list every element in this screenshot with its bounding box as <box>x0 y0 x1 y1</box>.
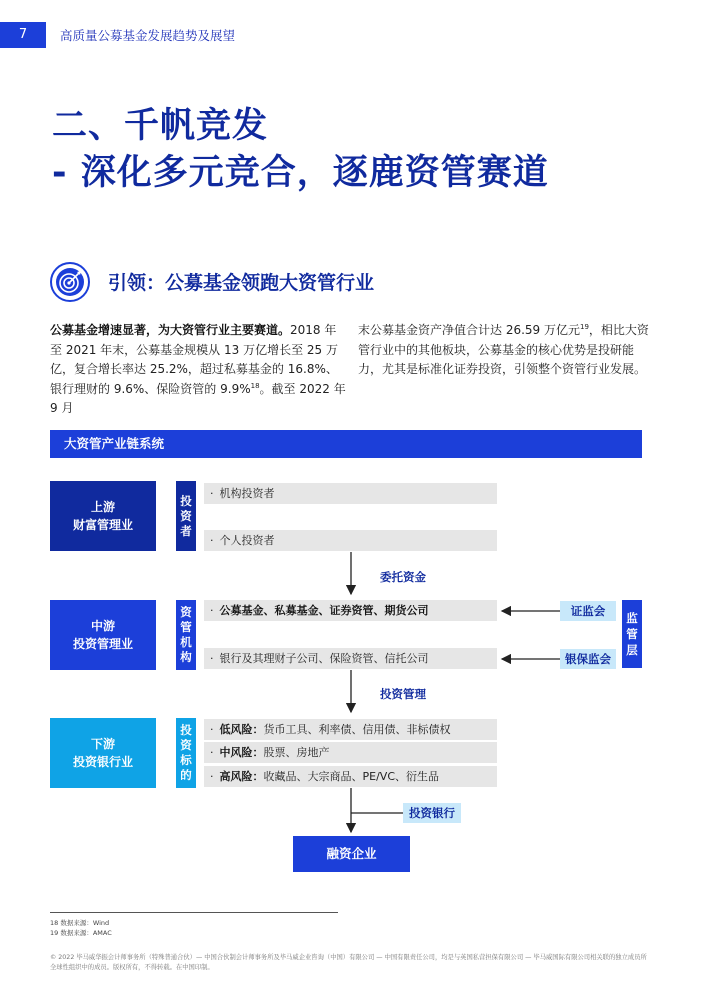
vert-char: 投 <box>180 723 192 737</box>
vert-char: 构 <box>180 650 192 664</box>
upstream-item <box>204 530 497 551</box>
downstream-box <box>50 718 156 788</box>
section-title: 引领：公募基金领跑大资管行业 <box>108 272 375 294</box>
midstream-box <box>50 600 156 670</box>
footnote-19: 19 数据来源：AMAC <box>50 929 112 937</box>
footnote-ref-18: 18 <box>250 381 260 390</box>
upstream-box <box>50 481 156 551</box>
regulator-layer <box>622 600 642 668</box>
risk-item-low <box>204 719 497 740</box>
bullet: · <box>210 604 214 617</box>
item-text: 个人投资者 <box>219 534 275 547</box>
upstream-sublabel: 财富管理业 <box>72 518 133 532</box>
vert-char: 监 <box>626 611 638 625</box>
footnote-18: 18 数据来源：Wind <box>50 919 110 927</box>
risk-text: 股票、房地产 <box>263 746 330 759</box>
footnote-divider <box>50 912 338 913</box>
item-text: 公募基金、私募基金、证券资管、期货公司 <box>219 604 429 617</box>
bullet: · <box>210 723 214 736</box>
page-title-line1: 二、千帆竞发 <box>52 106 269 146</box>
vert-char: 的 <box>180 768 192 782</box>
regulator-cbirc: 银保监会 <box>560 649 616 669</box>
bullet: · <box>210 770 214 783</box>
label-investment-management: 投资管理 <box>380 687 426 701</box>
midstream-vertical-label <box>176 600 196 670</box>
diagram-header: 大资管产业链系统 <box>50 430 642 458</box>
risk-item-medium <box>204 742 497 763</box>
upstream-vertical-label <box>176 481 196 551</box>
page-title-line2: - 深化多元竞合，逐鹿资管赛道 <box>52 153 549 193</box>
body-lead-sentence: 公募基金增速显著，为大资管行业主要赛道。 <box>50 323 291 337</box>
vert-char: 资 <box>180 605 192 619</box>
item-text: 机构投资者 <box>219 487 275 500</box>
risk-label: 高风险： <box>219 770 264 783</box>
vert-char: 机 <box>180 635 192 649</box>
midstream-item <box>204 648 497 669</box>
bullet: · <box>210 487 214 500</box>
upstream-label: 上游 <box>90 500 115 514</box>
risk-text: 收藏品、大宗商品、PE/VC、衍生品 <box>263 770 439 783</box>
label-entrusted-funds: 委托资金 <box>380 570 426 584</box>
midstream-item <box>204 600 497 621</box>
body-left-tail: 。截至 2022 年 9 月 <box>50 381 346 415</box>
running-header: 高质量公募基金发展趋势及展望 <box>60 28 236 43</box>
footnote-ref-19: 19 <box>579 323 589 331</box>
risk-label: 中风险： <box>219 746 264 759</box>
downstream-vertical-label <box>176 718 196 788</box>
bullet: · <box>210 652 214 665</box>
body-left-text: 2018 年至 2021 年末，公募基金规模从 13 万亿增长至 25 万亿，复合增长率达 25.2%，超过私募基金的 16.8%、银行理财的 9.6%、保险资管的 9.9% <box>50 323 338 396</box>
risk-text: 货币工具、利率债、信用债、非标债权 <box>263 723 451 736</box>
vert-char: 标 <box>180 753 192 767</box>
vert-char: 层 <box>626 643 638 657</box>
risk-label: 低风险： <box>219 723 264 736</box>
vert-char: 者 <box>180 523 192 538</box>
downstream-label: 下游 <box>90 737 115 751</box>
midstream-sublabel: 投资管理业 <box>72 637 133 651</box>
item-text: 银行及其理财子公司、保险资管、信托公司 <box>219 652 429 665</box>
body-right-text: ，相比大资管行业中的其他板块，公募基金的核心优势是投研能力，尤其是标准化证券投资，引领整个资管行业发展。 <box>358 323 649 376</box>
vert-char: 管 <box>180 620 192 634</box>
downstream-sublabel: 投资银行业 <box>72 755 133 769</box>
vert-char: 投 <box>180 493 192 508</box>
copyright-notice: © 2022 毕马威华振会计师事务所（特殊普通合伙）— 中国合伙制会计师事务所及毕马威企业咨询（中国）有限公司 — 中国有限责任公司，均是与英国私营担保有限公司 — 毕马威国际有限公司相关联的独立成员所全球性组织中的成员。版权所有，不得转载。在中国印制。 <box>50 954 647 971</box>
risk-item-high <box>204 766 497 787</box>
upstream-item <box>204 483 497 504</box>
vert-char: 资 <box>180 738 192 752</box>
midstream-label: 中游 <box>90 619 115 633</box>
regulator-csrc: 证监会 <box>560 601 616 621</box>
investment-bank-label: 投资银行 <box>403 803 461 823</box>
vert-char: 资 <box>180 508 192 523</box>
body-right-lead: 末公募基金资产净值合计达 26.59 万亿元 <box>358 323 580 337</box>
page-number: 7 <box>0 22 46 48</box>
financing-enterprise-box: 融资企业 <box>293 836 410 872</box>
vert-char: 管 <box>626 627 638 641</box>
bullet: · <box>210 746 214 759</box>
bullet: · <box>210 534 214 547</box>
